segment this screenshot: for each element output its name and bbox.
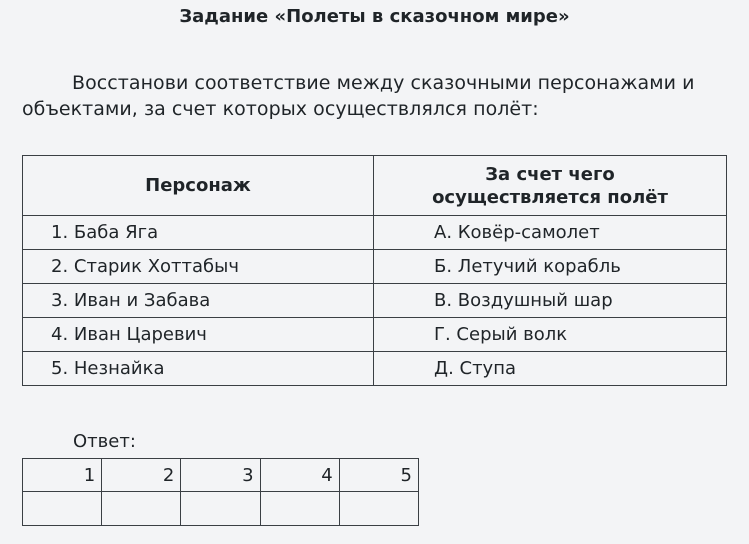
object-cell: Г. Серый волк bbox=[374, 318, 727, 352]
table-row bbox=[23, 284, 727, 318]
object-cell: Б. Летучий корабль bbox=[374, 250, 727, 284]
table-header-row bbox=[23, 156, 727, 216]
character-cell: 4. Иван Царевич bbox=[23, 318, 374, 352]
task-instruction: Восстанови соответствие между сказочными персонажами и объектами, за счет которых осуществлялся полёт: bbox=[22, 72, 695, 120]
character-cell: 1. Баба Яга bbox=[23, 216, 374, 250]
table-row bbox=[23, 352, 727, 386]
answer-input-cell[interactable] bbox=[23, 492, 102, 526]
table-row bbox=[23, 250, 727, 284]
answer-input-cell[interactable] bbox=[339, 492, 418, 526]
answer-number-cell: 4 bbox=[260, 459, 339, 492]
answer-number-cell: 3 bbox=[181, 459, 260, 492]
page-title: Задание «Полеты в сказочном мире» bbox=[179, 6, 570, 27]
answer-number-cell: 5 bbox=[339, 459, 418, 492]
table-row bbox=[23, 216, 727, 250]
object-cell: А. Ковёр-самолет bbox=[374, 216, 727, 250]
answer-input-cell[interactable] bbox=[181, 492, 260, 526]
character-cell: 3. Иван и Забава bbox=[23, 284, 374, 318]
object-cell: Д. Ступа bbox=[374, 352, 727, 386]
answer-label: Ответ: bbox=[73, 431, 136, 452]
answer-input-cell[interactable] bbox=[260, 492, 339, 526]
header-character: Персонаж bbox=[23, 156, 374, 216]
object-cell: В. Воздушный шар bbox=[374, 284, 727, 318]
character-cell: 5. Незнайка bbox=[23, 352, 374, 386]
character-cell: 2. Старик Хоттабыч bbox=[23, 250, 374, 284]
answer-number-cell: 1 bbox=[23, 459, 102, 492]
answer-input-row bbox=[23, 492, 419, 526]
answer-number-cell: 2 bbox=[102, 459, 181, 492]
header-flight-means: За счет чего осуществляется полёт bbox=[374, 156, 727, 216]
answer-table bbox=[22, 458, 419, 526]
matching-table bbox=[22, 155, 727, 386]
answer-numbers-row bbox=[23, 459, 419, 492]
table-row bbox=[23, 318, 727, 352]
answer-input-cell[interactable] bbox=[102, 492, 181, 526]
